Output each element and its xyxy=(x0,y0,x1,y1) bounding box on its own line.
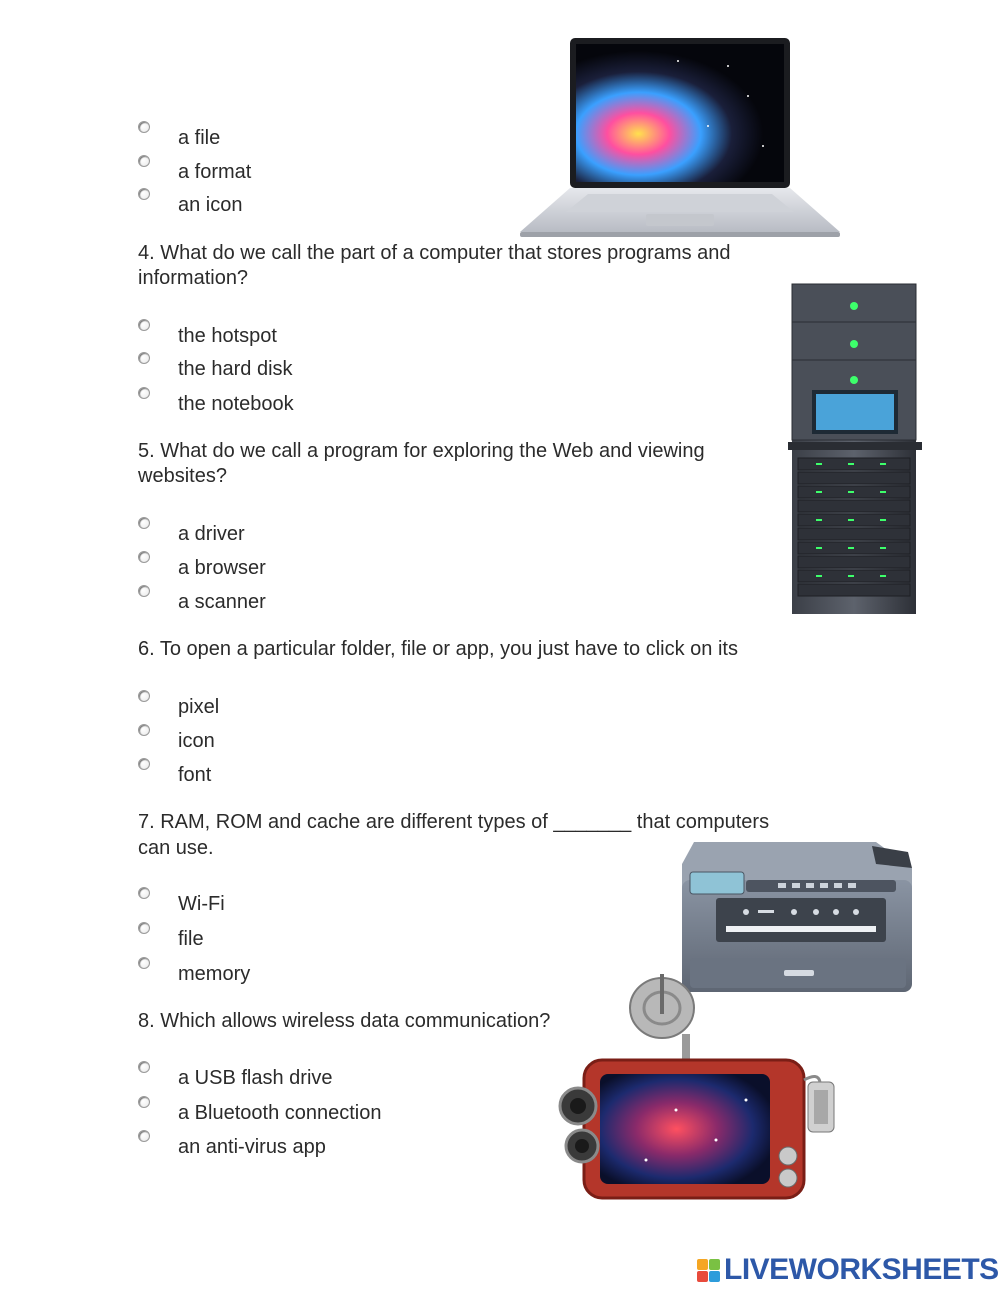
server-image xyxy=(788,282,922,616)
radio-icon[interactable] xyxy=(138,690,150,702)
option-label: a format xyxy=(178,161,252,183)
radio-icon[interactable] xyxy=(138,957,150,969)
radio-icon[interactable] xyxy=(138,758,150,770)
radio-icon[interactable] xyxy=(138,319,150,331)
option-label: icon xyxy=(178,730,215,752)
q5-text-line1: 5. What do we call a program for exploring the Web and viewing xyxy=(138,440,705,462)
option-label: a browser xyxy=(178,557,266,579)
q8-text-line1: 8. Which allows wireless data communication? xyxy=(138,1010,551,1032)
option-label: font xyxy=(178,764,212,786)
option-label: an anti-virus app xyxy=(178,1136,326,1158)
radio-icon[interactable] xyxy=(138,188,150,200)
option-label: Wi-Fi xyxy=(178,893,225,915)
option-label: file xyxy=(178,928,204,950)
option-label: the hard disk xyxy=(178,358,293,380)
satellite-tv-image xyxy=(556,970,840,1202)
q7-text-line1: 7. RAM, ROM and cache are different types of _______ that computers xyxy=(138,811,770,833)
radio-icon[interactable] xyxy=(138,887,150,899)
q5-text-line2: websites? xyxy=(138,465,227,487)
radio-icon[interactable] xyxy=(138,1130,150,1142)
radio-icon[interactable] xyxy=(138,1096,150,1108)
brand-name: LIVEWORKSHEETS xyxy=(724,1253,999,1286)
option-label: a driver xyxy=(178,523,245,545)
q6-text-line1: 6. To open a particular folder, file or app, you just have to click on its xyxy=(138,638,738,660)
radio-icon[interactable] xyxy=(138,585,150,597)
option-label: pixel xyxy=(178,696,220,718)
radio-icon[interactable] xyxy=(138,352,150,364)
option-label: a USB flash drive xyxy=(178,1067,333,1089)
q7-text-line2: can use. xyxy=(138,837,214,859)
radio-icon[interactable] xyxy=(138,121,150,133)
radio-icon[interactable] xyxy=(138,387,150,399)
radio-icon[interactable] xyxy=(138,517,150,529)
radio-icon[interactable] xyxy=(138,1061,150,1073)
q4-text-line1: 4. What do we call the part of a computer that stores programs and xyxy=(138,242,731,264)
option-label: an icon xyxy=(178,194,243,216)
radio-icon[interactable] xyxy=(138,551,150,563)
q4-text-line2: information? xyxy=(138,267,249,289)
radio-icon[interactable] xyxy=(138,922,150,934)
option-label: memory xyxy=(178,963,251,985)
logo-mark-icon xyxy=(697,1259,720,1282)
option-label: a scanner xyxy=(178,591,266,613)
radio-icon[interactable] xyxy=(138,724,150,736)
option-label: a file xyxy=(178,127,221,149)
radio-icon[interactable] xyxy=(138,155,150,167)
option-label: the hotspot xyxy=(178,325,277,347)
option-label: the notebook xyxy=(178,393,294,415)
laptop-image xyxy=(518,36,842,238)
liveworksheets-logo xyxy=(697,1254,999,1286)
option-label: a Bluetooth connection xyxy=(178,1102,382,1124)
